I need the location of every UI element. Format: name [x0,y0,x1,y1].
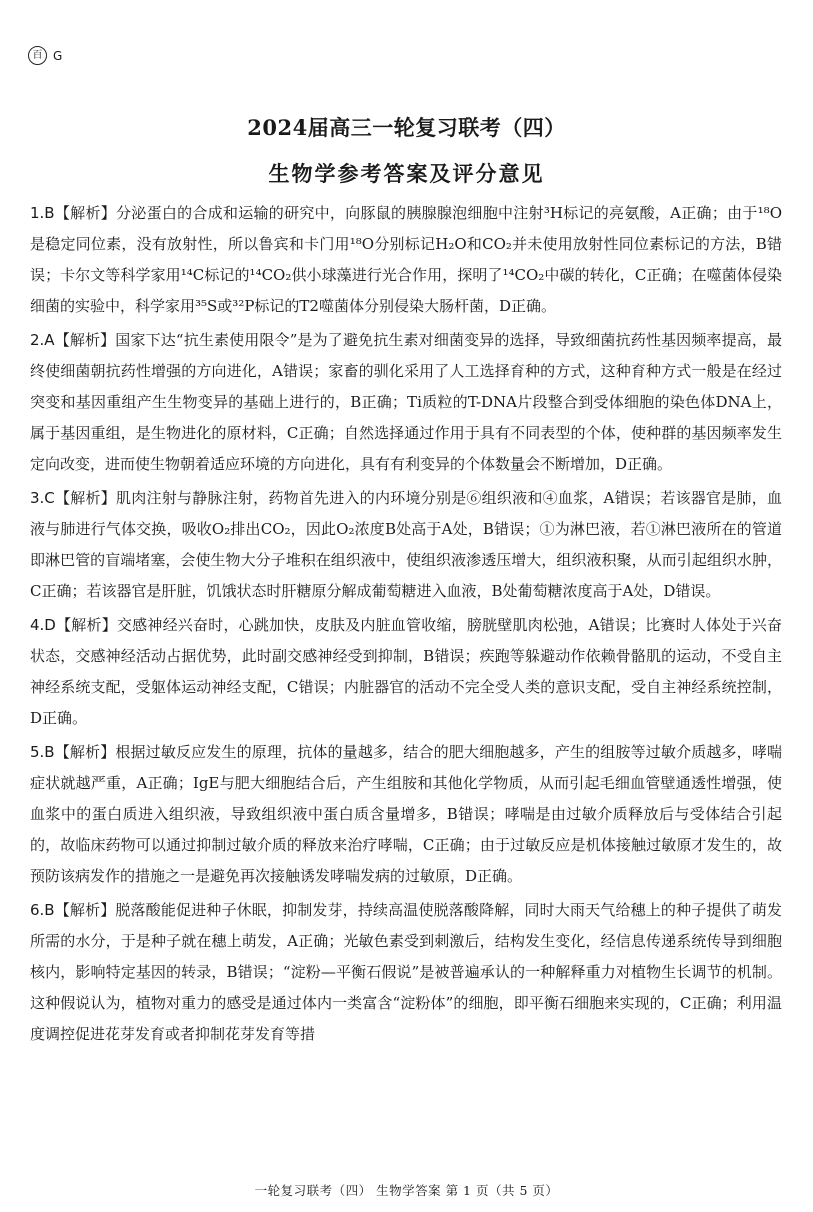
answer-text: 【解析】国家下达“抗生素使用限令”是为了避免抗生素对细菌变异的选择，导致细菌抗药性基因频率提高，最终使细菌朝抗药性增强的方向进化，A错误；家畜的驯化采用了人工选择育种的方式，这种育种方式一般是在经过突变和基因重组产生生物变异的基础上进行的，B正确；Ti质粒的T-DNA片段整合到受体细胞的染色体DNA上，属于基因重组，是生物进化的原材料，C正确；自然选择通过作用于具有不同表型的个体，使种群的基因频率发生定向改变，进而使生物朝着适应环境的方向进化，具有有利变异的个体数量会不断增加，D正确。 [30,331,782,473]
answer-text: 【解析】肌肉注射与静脉注射，药物首先进入的内环境分别是⑥组织液和④血浆，A错误；若该器官是肺，血液与肺进行气体交换，吸收O₂排出CO₂，因此O₂浓度B处高于A处，B错误；①为淋巴液，若①淋巴液所在的管道即淋巴管的盲端堵塞，会使生物大分子堆积在组织液中，使组织液渗透压增大，组织液积聚，从而引起组织水肿，C正确；若该器官是肝脏，饥饿状态时肝糖原分解成葡萄糖进入血液，B处葡萄糖浓度高于A处，D错误。 [30,489,782,600]
answer-text: 【解析】分泌蛋白的合成和运输的研究中，向豚鼠的胰腺腺泡细胞中注射³H标记的亮氨酸，A正确；由于¹⁸O是稳定同位素，没有放射性，所以鲁宾和卡门用¹⁸O分别标记H₂O和CO₂并未使用放射性同位素标记的方法，B错误；卡尔文等科学家用¹⁴C标记的¹⁴CO₂供小球藻进行光合作用，探明了¹⁴CO₂中碳的转化，C正确；在噬菌体侵染细菌的实验中，科学家用³⁵S或³²P标记的T2噬菌体分别侵染大肠杆菌，D正确。 [30,204,782,315]
header-badge [28,46,62,65]
answer-label: 2.A [30,331,55,349]
answer-label: 1.B [30,204,55,222]
circle-logo-icon: 百 [28,46,47,65]
answer-label: 6.B [30,901,55,919]
answer-item-5 [30,737,782,892]
answer-item-3 [30,483,782,607]
answer-text: 【解析】根据过敏反应发生的原理，抗体的量越多，结合的肥大细胞越多，产生的组胺等过敏介质越多，哮喘症状就越严重，A正确；IgE与肥大细胞结合后，产生组胺和其他化学物质，从而引起毛细血管壁通透性增强，使血浆中的蛋白质进入组织液，导致组织液中蛋白质含量增多，B错误；哮喘是由过敏介质释放后与受体结合引起的，故临床药物可以通过抑制过敏介质的释放来治疗哮喘，C正确；由于过敏反应是机体接触过敏原才发生的，故预防该病发作的措施之一是避免再次接触诱发哮喘发病的过敏原，D正确。 [30,743,782,885]
answer-item-4 [30,610,782,734]
answer-label: 4.D [30,616,56,634]
answer-item-2 [30,325,782,480]
page-footer: 一轮复习联考（四） 生物学答案 第 1 页（共 5 页） [254,1183,559,1198]
answer-text: 【解析】交感神经兴奋时，心跳加快，皮肤及内脏血管收缩，膀胱壁肌肉松弛，A错误；比赛时人体处于兴奋状态，交感神经活动占据优势，此时副交感神经受到抑制，B错误；疾跑等躲避动作依赖骨骼肌的运动，不受自主神经系统支配，受躯体运动神经支配，C错误；内脏器官的活动不完全受人类的意识支配，受自主神经系统控制，D正确。 [30,616,782,727]
document-subtitle: 生物学参考答案及评分意见 [268,161,545,186]
badge-letter: G [53,48,63,63]
answer-label: 5.B [30,743,55,761]
answer-text: 【解析】脱落酸能促进种子休眠，抑制发芽，持续高温使脱落酸降解，同时大雨天气给穗上的种子提供了萌发所需的水分，于是种子就在穗上萌发，A正确；光敏色素受到刺激后，结构发生变化，经信息传递系统传导到细胞核内，影响特定基因的转录，B错误；“淀粉—平衡石假说”是被普遍承认的一种解释重力对植物生长调节的机制。这种假说认为，植物对重力的感受是通过体内一类富含“淀粉体”的细胞，即平衡石细胞来实现的，C正确；利用温度调控促进花芽发育或者抑制花芽发育等措 [30,901,782,1043]
answer-list [30,198,782,1053]
answer-item-1 [30,198,782,322]
answer-item-6 [30,895,782,1050]
document-title: 2024届高三一轮复习联考（四） [247,115,566,140]
answer-label: 3.C [30,489,55,507]
